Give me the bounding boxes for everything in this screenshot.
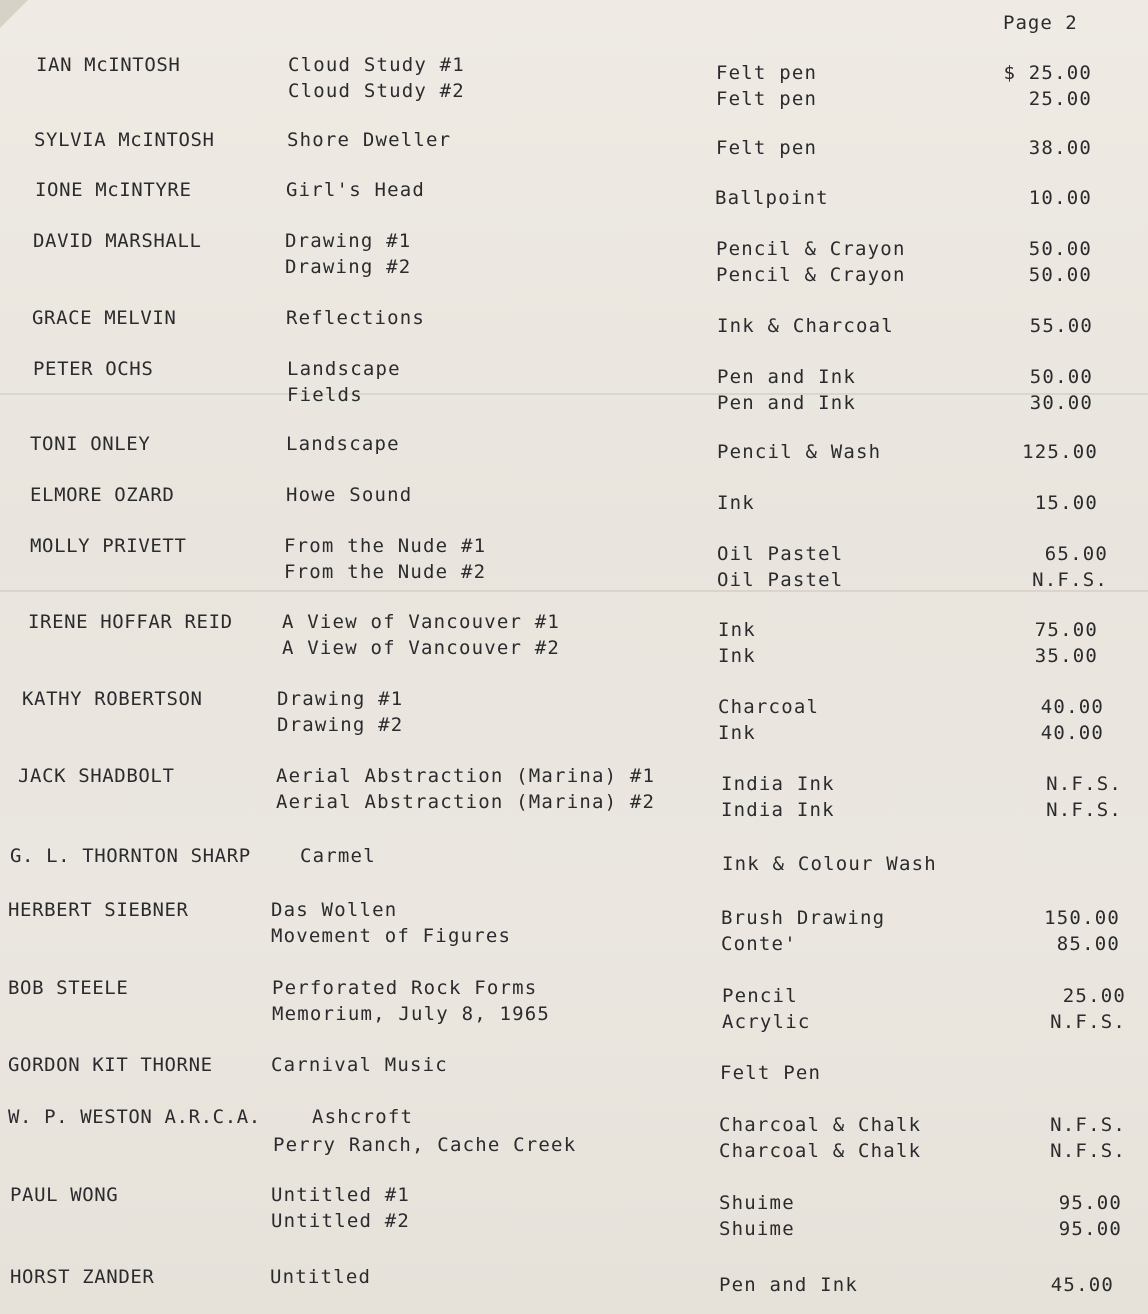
medium: Ink [718,645,756,667]
medium: Felt pen [716,137,818,159]
medium: Ink & Charcoal [717,315,894,337]
folded-corner [0,0,28,28]
artist-name: GORDON KIT THORNE [8,1054,213,1076]
price: 65.00 [1044,543,1108,565]
price: 30.00 [1029,392,1093,414]
artwork-title: Landscape [286,433,400,455]
medium: Ink [718,619,756,641]
artist-name: G. L. THORNTON SHARP [10,845,251,867]
price: 150.00 [1044,907,1120,929]
medium: Ink [718,722,756,744]
artist-name: DAVID MARSHALL [33,230,202,252]
medium: Acrylic [722,1011,811,1033]
artwork-title: Landscape [287,358,401,380]
artwork-title: Das Wollen [271,899,398,921]
medium: Charcoal & Chalk [719,1140,922,1162]
medium: Charcoal [718,696,820,718]
artwork-title: Carnival Music [271,1054,448,1076]
artist-name: IONE McINTYRE [35,179,192,201]
artwork-title: From the Nude #2 [284,561,487,583]
price: N.F.S. [1050,1114,1126,1136]
artwork-title: Fields [287,384,363,406]
artist-name: IAN McINTOSH [36,54,181,76]
medium: Pencil [722,985,798,1007]
medium: Shuime [719,1192,795,1214]
artist-name: W. P. WESTON A.R.C.A. [8,1106,261,1128]
artist-name: BOB STEELE [8,977,129,999]
medium: Ballpoint [715,187,829,209]
page-number: Page 2 [1003,12,1078,34]
price: 55.00 [1029,315,1093,337]
artwork-title: Untitled [270,1266,372,1288]
artwork-title: Aerial Abstraction (Marina) #1 [276,765,656,787]
artwork-title: Movement of Figures [271,925,512,947]
price: $ 25.00 [1003,62,1092,84]
artwork-title: Perforated Rock Forms [272,977,538,999]
price: 25.00 [1062,985,1126,1007]
medium: Pencil & Crayon [716,238,906,260]
artist-name: JACK SHADBOLT [18,765,175,787]
medium: Shuime [719,1218,795,1240]
artwork-title: A View of Vancouver #1 [282,611,561,633]
artwork-title: Carmel [300,845,376,867]
price: 15.00 [1034,492,1098,514]
price: 125.00 [1022,441,1098,463]
price: N.F.S. [1046,799,1122,821]
medium: Conte' [721,933,797,955]
artwork-title: Howe Sound [286,484,413,506]
artwork-title: Drawing #2 [277,714,404,736]
medium: India Ink [721,799,835,821]
artwork-title: Drawing #1 [277,688,404,710]
artwork-title: Drawing #1 [285,230,412,252]
artwork-title: From the Nude #1 [284,535,487,557]
medium: Charcoal & Chalk [719,1114,922,1136]
price: N.F.S. [1050,1140,1126,1162]
artwork-title: A View of Vancouver #2 [282,637,561,659]
medium: Oil Pastel [717,569,844,591]
artist-name: PAUL WONG [10,1184,119,1206]
price: 75.00 [1034,619,1098,641]
artwork-title: Cloud Study #1 [288,54,465,76]
artwork-title: Memorium, July 8, 1965 [272,1003,551,1025]
price: N.F.S. [1046,773,1122,795]
price: 38.00 [1028,137,1092,159]
medium: Pen and Ink [717,392,857,414]
artwork-title: Drawing #2 [285,256,412,278]
artwork-title: Shore Dweller [287,129,452,151]
artist-name: GRACE MELVIN [32,307,177,329]
price: 40.00 [1040,696,1104,718]
fold-crease [0,590,1148,592]
artwork-title: Cloud Study #2 [288,80,465,102]
medium: Brush Drawing [721,907,886,929]
medium: Ink [717,492,755,514]
artwork-title: Untitled #1 [271,1184,411,1206]
artist-name: HORST ZANDER [10,1266,155,1288]
price: 45.00 [1050,1274,1114,1296]
price: 50.00 [1028,238,1092,260]
medium: Pencil & Crayon [716,264,906,286]
medium: Pen and Ink [719,1274,859,1296]
price: 35.00 [1034,645,1098,667]
medium: Felt pen [716,62,818,84]
artist-name: PETER OCHS [33,358,154,380]
artwork-title: Perry Ranch, Cache Creek [273,1134,577,1156]
price: 50.00 [1029,366,1093,388]
price: 85.00 [1056,933,1120,955]
medium: Ink & Colour Wash [722,853,937,875]
artwork-title: Untitled #2 [271,1210,411,1232]
price: N.F.S. [1050,1011,1126,1033]
medium: India Ink [721,773,835,795]
artwork-title: Ashcroft [312,1106,414,1128]
artist-name: IRENE HOFFAR REID [28,611,233,633]
artwork-title: Reflections [286,307,426,329]
price: 50.00 [1028,264,1092,286]
medium: Pencil & Wash [717,441,882,463]
artist-name: TONI ONLEY [30,433,151,455]
price: N.F.S. [1032,569,1108,591]
artist-name: KATHY ROBERTSON [22,688,203,710]
artist-name: SYLVIA McINTOSH [34,129,215,151]
artist-name: HERBERT SIEBNER [8,899,189,921]
artwork-title: Girl's Head [286,179,426,201]
medium: Felt pen [716,88,818,110]
artist-name: ELMORE OZARD [30,484,175,506]
price: 40.00 [1040,722,1104,744]
price: 25.00 [1028,88,1092,110]
price: 95.00 [1058,1192,1122,1214]
artist-name: MOLLY PRIVETT [30,535,187,557]
medium: Felt Pen [720,1062,822,1084]
medium: Pen and Ink [717,366,857,388]
price: 95.00 [1058,1218,1122,1240]
medium: Oil Pastel [717,543,844,565]
price: 10.00 [1028,187,1092,209]
artwork-title: Aerial Abstraction (Marina) #2 [276,791,656,813]
